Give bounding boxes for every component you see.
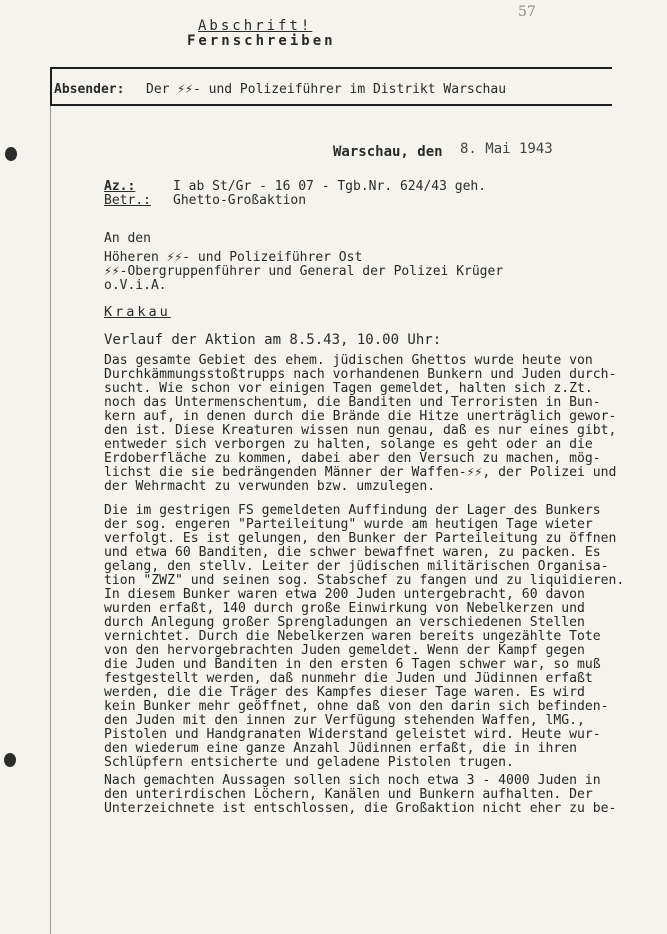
betr-label: Betr.: (104, 193, 151, 208)
text-line: Das gesamte Gebiet des ehem. jüdischen Ghettos wurde heute von (104, 353, 593, 368)
archive-number: 57 (518, 4, 536, 20)
date: 8. Mai 1943 (460, 141, 553, 157)
text-line: und etwa 60 Banditen, die schwer bewaffnet waren, zu packen. Es (104, 545, 601, 560)
text-line: die Juden und Banditen in den ersten 6 Tagen schwer war, so muß (104, 657, 601, 672)
text-line: verfolgt. Es ist gelungen, den Bunker der Parteileitung zu öffnen (104, 531, 617, 546)
text-line: der Wehrmacht zu verwunden bzw. umzulegen. (104, 479, 436, 494)
betr-value: Ghetto-Großaktion (173, 193, 307, 208)
text-line: den unterirdischen Löchern, Kanälen und Bunkern aufhalten. Der (104, 787, 593, 802)
text-line: gelang, den stellv. Leiter der jüdischen militärischen Organisa- (104, 559, 609, 574)
top-rule (50, 67, 612, 69)
punch-hole-top (5, 147, 17, 161)
text-line: den ist. Diese Kreaturen wissen nun genau, daß es nur eines gibt, (104, 423, 617, 438)
text-line: Nach gemachten Aussagen sollen sich noch etwa 3 - 4000 Juden in (104, 773, 601, 788)
recipient-line-2: Höheren ⚡⚡- und Polizeiführer Ost (104, 250, 363, 265)
place: Warschau, den (333, 144, 443, 160)
text-line: vernichtet. Durch die Nebelkerzen waren bereits ungezählte Tote (104, 629, 601, 644)
sender-rule (50, 104, 612, 106)
text-line: Erdoberfläche zu kommen, dabei aber den Versuch zu machen, mög- (104, 451, 601, 466)
text-line: Unterzeichnete ist entschlossen, die Großaktion nicht eher zu be- (104, 801, 617, 816)
telex-label: Fernschreiben (187, 33, 336, 49)
sender-value: Der ⚡⚡- und Polizeiführer im Distrikt Warschau (146, 82, 507, 97)
text-line: von den hervorgebrachten Juden gemeldet. Wenn der Kampf gegen (104, 643, 585, 658)
text-line: durch Anlegung großer Sprengladungen an verschiedenen Stellen (104, 615, 585, 630)
recipient-line-3: ⚡⚡-Obergruppenführer und General der Polizei Krüger (104, 264, 504, 279)
text-line: Pistolen und Handgranaten Widerstand geleistet wird. Heute wur- (104, 727, 601, 742)
text-line: sucht. Wie schon vor einigen Tagen gemeldet, halten sich z.Zt. (104, 381, 593, 396)
text-line: Durchkämmungsstoßtrupps nach vorhandenen Bunkern und Juden durch- (104, 367, 617, 382)
text-line: noch das Untermenschentum, die Banditen und Terroristen in Bun- (104, 395, 601, 410)
recipient-line-4: o.V.i.A. (104, 278, 167, 293)
text-line: den wiederum eine ganze Anzahl Jüdinnen erfaßt, die in ihren (104, 741, 577, 756)
text-line: kein Bunker mehr geöffnet, ohne daß von den darin sich befinden- (104, 699, 609, 714)
punch-hole-bottom (4, 753, 16, 767)
text-line: entweder sich verborgen zu halten, solange es geht oder an die (104, 437, 593, 452)
copy-label: Abschrift! (198, 18, 313, 34)
text-line: Die im gestrigen FS gemeldeten Auffindung der Lager des Bunkers (104, 503, 601, 518)
section-title: Verlauf der Aktion am 8.5.43, 10.00 Uhr: (104, 332, 442, 348)
left-margin-rule (50, 67, 52, 106)
text-line: Schlüpfern entsicherte und geladene Pistolen trugen. (104, 755, 514, 770)
text-line: den Juden mit den innen zur Verfügung stehenden Waffen, lMG., (104, 713, 585, 728)
text-line: wurden erfaßt, 140 durch große Einwirkung von Nebelkerzen und (104, 601, 585, 616)
text-line: In diesem Bunker waren etwa 200 Juden untergebracht, 60 davon (104, 587, 585, 602)
recipient-line-1: An den (104, 231, 151, 246)
az-label: Az.: (104, 179, 136, 194)
text-line: der sog. engeren "Parteileitung" wurde am heutigen Tage wieter (104, 517, 593, 532)
margin-line (50, 106, 51, 934)
text-line: lichst die sie bedrängenden Männer der Waffen-⚡⚡, der Polizei und (104, 465, 617, 480)
sender-label: Absender: (54, 82, 125, 97)
text-line: festgestellt werden, daß nunmehr die Juden und Jüdinnen erfaßt (104, 671, 593, 686)
az-value: I ab St/Gr - 16 07 - Tgb.Nr. 624/43 geh. (173, 179, 487, 194)
text-line: werden, die die Träger des Kampfes dieser Tage waren. Es wird (104, 685, 585, 700)
text-line: kern auf, in denen durch die Brände die Hitze unerträglich gewor- (104, 409, 617, 424)
text-line: tion "ZWZ" und seinen sog. Stabschef zu fangen und zu liquidieren. (104, 573, 625, 588)
recipient-city: Krakau (104, 304, 171, 320)
